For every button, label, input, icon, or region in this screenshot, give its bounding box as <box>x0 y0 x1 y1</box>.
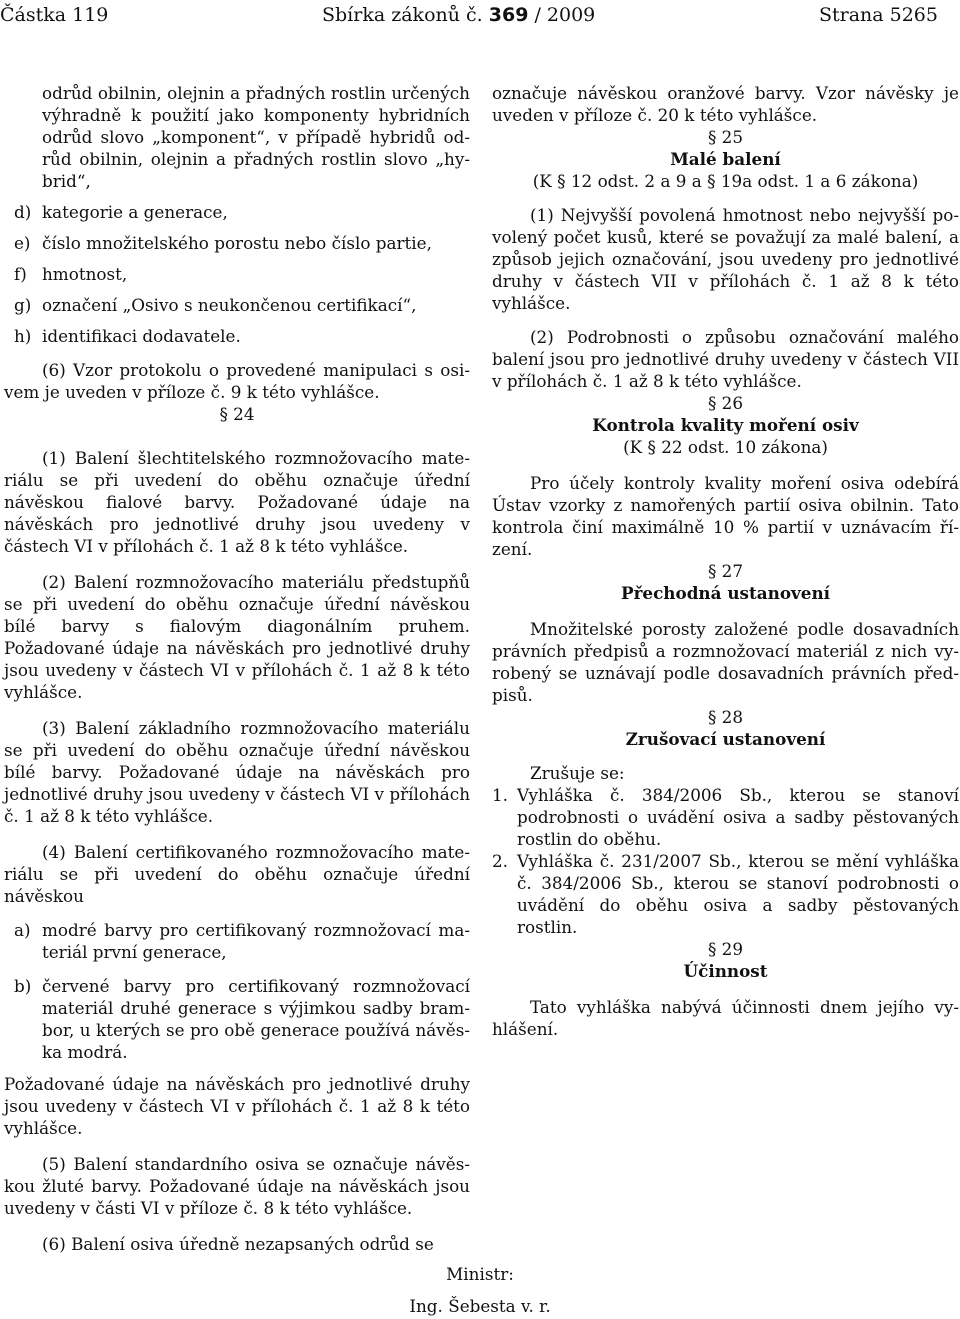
section-heading: § 29 <box>707 939 744 959</box>
paragraph: Požadované údaje na návěskách pro jednotlivé druhy jsou uvedeny v částech VI v přílohách č. 1 až 8 k této vyhlášce. <box>4 1074 470 1138</box>
list-marker: 2. <box>492 851 509 871</box>
list-item-text: Vyhláška č. 231/2007 Sb., kterou se mění vyhláška č. 384/2006 Sb., kterou se stanoví podrobnosti o uvádění do oběhu osiva a sadby pěstovaných rostlin. <box>517 851 959 937</box>
section-heading: § 26 <box>707 393 744 413</box>
list-marker: b) <box>14 976 32 996</box>
section-reference: (K § 12 odst. 2 a 9 a § 19a odst. 1 a 6 zákona) <box>532 171 919 191</box>
signature-name: Ing. Šebesta v. r. <box>409 1296 551 1316</box>
section-reference: (K § 22 odst. 10 zákona) <box>623 437 828 457</box>
list-item-text: číslo množitelského porostu nebo číslo partie, <box>42 233 432 253</box>
left-column <box>4 82 470 1255</box>
list-marker: a) <box>14 920 31 940</box>
section-title: Kontrola kvality moření osiv <box>592 415 859 435</box>
paragraph: (3) Balení základního rozmnožovacího materiálu se při uvedení do oběhu označuje úřední návěskou bílé barvy. Požadované údaje na návěskách pro jednotlivé druhy jsou uvedeny v částech VI v přílohách č. 1 až 8 k této vyhlášce. <box>4 718 470 826</box>
section-title: Přechodná ustanovení <box>620 583 831 603</box>
collection-year: / 2009 <box>534 4 596 26</box>
list-item <box>492 784 959 850</box>
list-item-text: označení „Osivo s neukončenou certifikací“, <box>42 295 417 315</box>
collection-prefix: Sbírka zákonů č. <box>322 4 483 26</box>
section-heading: § 27 <box>707 561 744 581</box>
regulation-number: 369 <box>488 4 529 26</box>
list-item <box>492 850 959 938</box>
list-item <box>4 263 470 285</box>
page-header <box>0 0 960 32</box>
paragraph: (5) Balení standardního osiva se označuje návěskou žluté barvy. Požadované údaje na návěskách jsou uvedeny v části VI v příloze č. 8 k této vyhlášce. <box>4 1154 470 1218</box>
paragraph: (4) Balení certifikovaného rozmnožovacího materiálu se při uvedení do oběhu označuje úřední návěskou <box>4 842 470 906</box>
paragraph: (2) Podrobnosti o způsobu označování malého balení jsou pro jednotlivé druhy uvedeny v částech VII v přílohách č. 1 až 8 k této vyhlášce. <box>492 327 959 391</box>
continued-text: odrůd obilnin, olejnin a přadných rostlin určených výhradně k použití jako komponenty hybridních odrůd slovo „komponent“, v případě hybridů odrůd obilnin, olejnin a přadných rostlin slovo „hybrid“, <box>42 83 470 191</box>
list-marker: d) <box>14 202 32 222</box>
section-title: Zrušovací ustanovení <box>625 729 826 749</box>
list-item <box>4 919 470 963</box>
list-item-text: červené barvy pro certifikovaný rozmnožovací materiál druhé generace s výjimkou sadby brambor, u kterých se pro obě generace používá návěska modrá. <box>42 976 470 1062</box>
paragraph: (6) Vzor protokolu o provedené manipulaci s osivem je uveden v příloze č. 9 k této vyhlášce. <box>4 360 470 402</box>
paragraph: (1) Nejvyšší povolená hmotnost nebo nejvyšší povolený počet kusů, které se považují za malé balení, a způsob jejich označování, jsou uvedeny pro jednotlivé druhy v částech VII v přílohách č. 1 až 8 k této vyhlášce. <box>492 205 959 313</box>
section-title: Účinnost <box>683 961 768 981</box>
list-item <box>4 201 470 223</box>
list-item <box>4 232 470 254</box>
list-item-text: hmotnost, <box>42 264 128 284</box>
list-item-text: Vyhláška č. 384/2006 Sb., kterou se stanoví podrobnosti o uvádění osiva a sadby pěstovaných rostlin do oběhu. <box>517 785 959 849</box>
paragraph: Tato vyhláška nabývá účinnosti dnem jejího vyhlášení. <box>492 997 959 1039</box>
collection-title <box>322 4 595 26</box>
paragraph: (1) Balení šlechtitelského rozmnožovacího materiálu se při uvedení do oběhu označuje úřední návěskou fialové barvy. Požadované údaje na návěskách pro jednotlivé druhy jsou uvedeny v částech VI v přílohách č. 1 až 8 k této vyhlášce. <box>4 448 470 556</box>
paragraph: Zrušuje se: <box>530 763 625 783</box>
section-heading: § 25 <box>707 127 744 147</box>
list-marker: 1. <box>492 785 509 805</box>
signature-role: Ministr: <box>446 1264 514 1284</box>
issue-number: Částka 119 <box>0 4 109 26</box>
list-item <box>4 325 470 347</box>
list-item <box>4 294 470 316</box>
list-marker: h) <box>14 326 32 346</box>
list-marker: e) <box>14 233 31 253</box>
page-number: Strana 5265 <box>818 4 938 26</box>
list-marker: g) <box>14 295 32 315</box>
paragraph: (6) Balení osiva úředně nezapsaných odrůd se <box>42 1234 434 1254</box>
paragraph: (2) Balení rozmnožovacího materiálu předstupňů se při uvedení do oběhu označuje úřední návěskou bílé barvy s fialovým diagonálním pruhem. Požadované údaje na návěskách pro jednotlivé druhy jsou uvedeny v částech VI v přílohách č. 1 až 8 k této vyhlášce. <box>4 572 470 702</box>
paragraph: Množitelské porosty založené podle dosavadních právních předpisů a rozmnožovací materiál z nich vyrobený se uznávají podle dosavadních právních předpisů. <box>492 619 959 705</box>
section-title: Malé balení <box>670 149 781 169</box>
right-column <box>492 82 959 1040</box>
continued-text: označuje návěskou oranžové barvy. Vzor návěsky je uveden v příloze č. 20 k této vyhlášce. <box>492 83 959 125</box>
section-heading: § 28 <box>707 707 744 727</box>
list-item-text: modré barvy pro certifikovaný rozmnožovací materiál první generace, <box>42 920 470 962</box>
section-heading: § 24 <box>219 404 255 424</box>
list-item <box>4 975 470 1063</box>
list-item-text: kategorie a generace, <box>42 202 228 222</box>
paragraph: Pro účely kontroly kvality moření osiva odebírá Ústav vzorky z namořených partií osiva obilnin. Tato kontrola činí maximálně 10 % partií v uznávacím řízení. <box>492 473 959 559</box>
list-marker: f) <box>14 264 27 284</box>
list-item-text: identifikaci dodavatele. <box>42 326 241 346</box>
